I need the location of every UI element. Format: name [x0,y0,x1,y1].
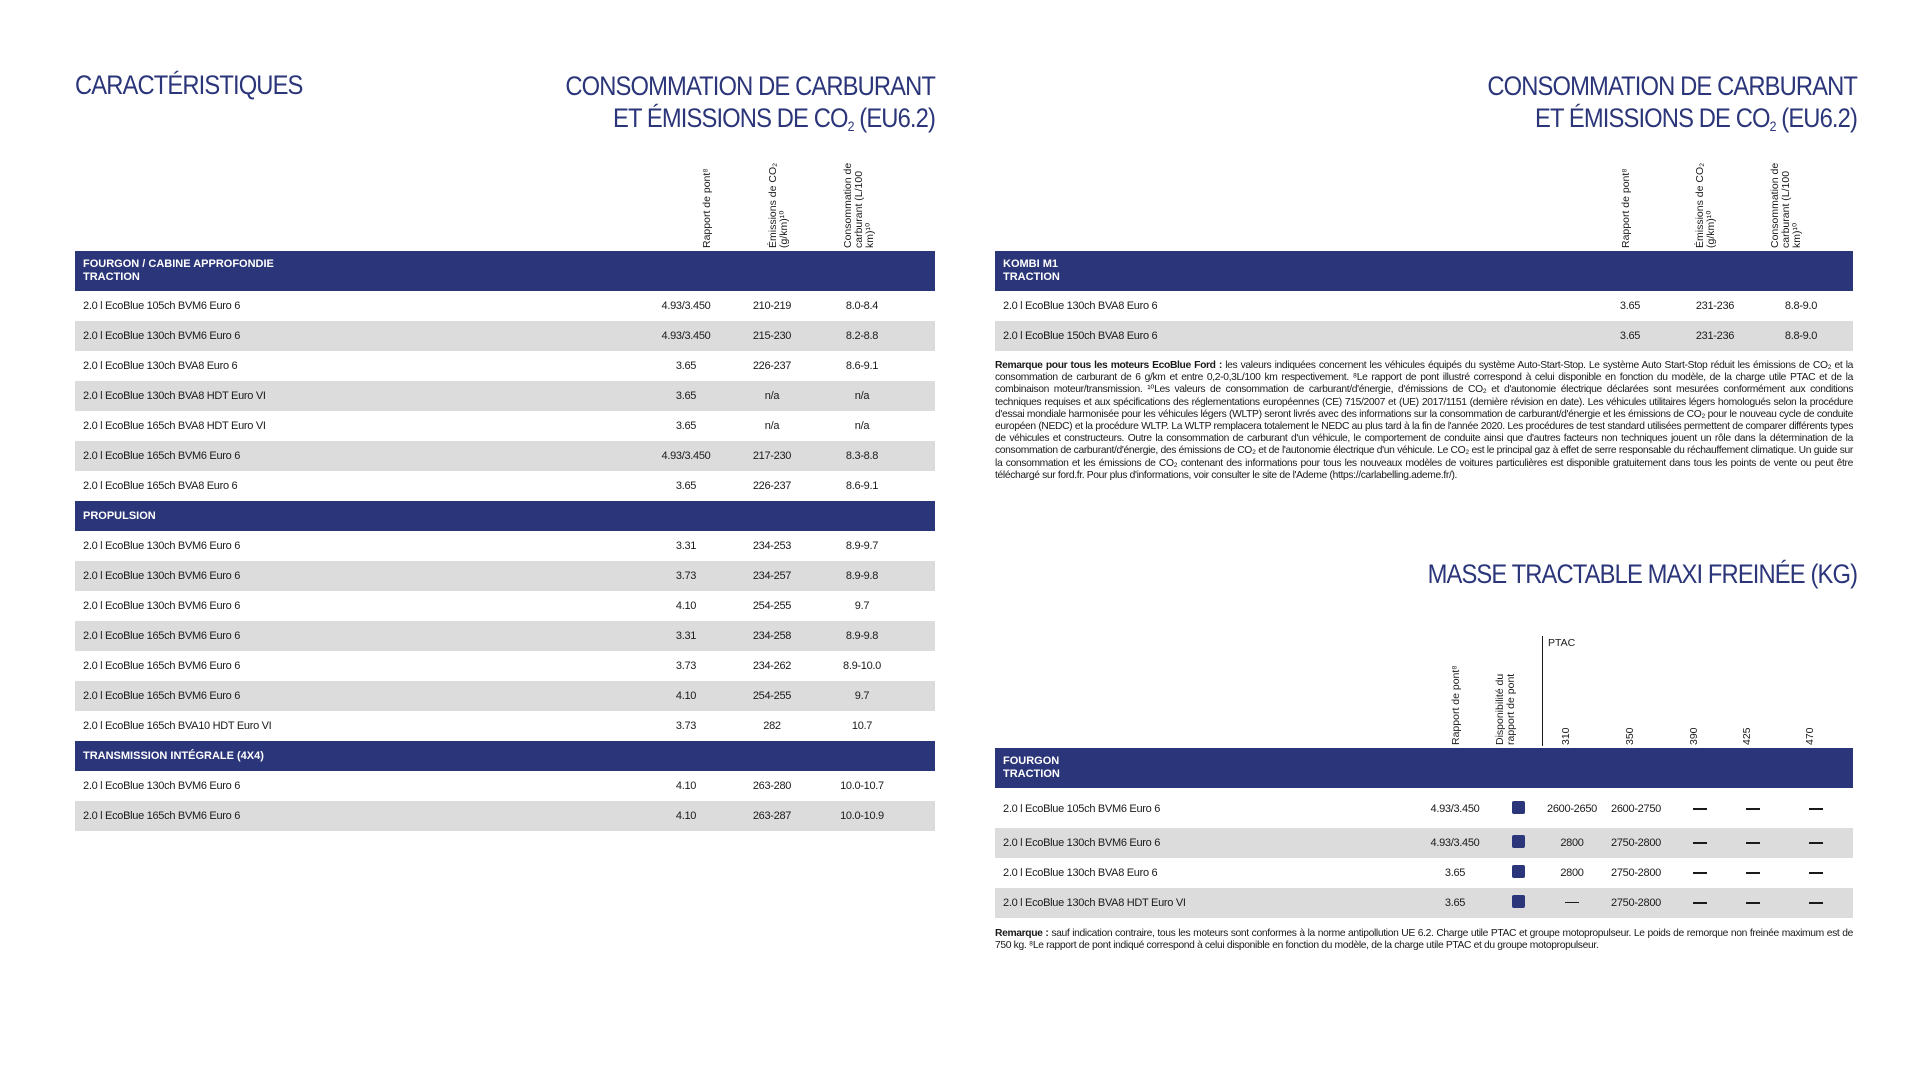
engine-model: 2.0 l EcoBlue 165ch BVM6 Euro 6 [83,450,241,462]
cell-w470 [1771,897,1861,909]
cell-co2: 234-257 [752,570,792,582]
cell-conso: 8.3-8.8 [845,450,879,462]
dash-icon [1809,842,1823,844]
dash-icon [1809,902,1823,904]
table-row [75,351,935,381]
engine-model: 2.0 l EcoBlue 130ch BVM6 Euro 6 [83,540,241,552]
group-header-line1: FOURGON [1003,755,1060,767]
group-header-line1: KOMBI M1 [1003,258,1058,270]
page-title: CARACTÉRISTIQUES [75,70,303,100]
cell-w350: 2750-2800 [1611,837,1661,849]
cell-w310: 2800 [1560,866,1584,879]
cell-co2: 231-236 [1695,300,1735,312]
table-row [75,621,935,651]
engine-model: 2.0 l EcoBlue 130ch BVM6 Euro 6 [83,570,241,582]
engine-model: 2.0 l EcoBlue 165ch BVA8 Euro 6 [83,480,238,492]
group-header [75,251,935,291]
available-square-icon [1512,865,1525,878]
dash-icon [1693,902,1707,904]
cell-conso: 8.9-9.8 [845,570,879,582]
table-row [995,321,1853,351]
table-row [995,790,1853,828]
table-row [75,561,935,591]
weight-col-310: 310 [1560,727,1572,745]
cell-conso: 9.7 [854,600,870,612]
engine-model: 2.0 l EcoBlue 165ch BVM6 Euro 6 [83,810,241,822]
cell-co2: 226-237 [752,360,792,372]
towing-col-availability: Disponibilité du rapport de pont [1494,673,1517,745]
cell-conso: 10.7 [851,720,873,732]
ecoblue-note: Remarque pour tous les moteurs EcoBlue Ford : les valeurs indiquées concernent les véhicules équipés du système Auto-Start-Stop. Le système Auto Start-Stop réduit les émissions de CO₂ et la consommation de carburant de 6 g/km et entre 0,2-0,3L/100 km respectivement. ⁸Le rapport de pont illustré correspond à celui disponible en fonction du modèle, de la charge utile PTAC et de la combinaison moteur/transmission. ¹⁰Les valeurs de consommation de carburant/d'énergie, d'émissions de CO₂ et d'autonomie électrique déclarées sont mesurées conformément aux conditions techniques requises et aux spécifications des réglementations européennes (CE) 715/2007 et (UE) 2017/1151 (dernière révision en date). Les véhicules utilitaires légers homologués selon la procédure d'essai mondiale harmonisée pour les véhicules légers (WLTP) seront livrés avec des informations sur la consommation de carburant/d'énergie et les émissions de CO₂ pour le nouveau cycle de conduite européen (NEDC) et la procédure WLTP. La WLTP remplacera totalement le NEDC au plus tard à la fin de l'année 2020. Les procédures de test standard utilisées permettent de comparer différents types de véhicules et constructeurs. Outre la consommation de carburant d'un véhicule, le comportement de conduite ainsi que d'autres facteurs non techniques jouent un rôle dans la détermination de la consommation de carburant/d'énergie, des émissions de CO₂ et de l'autonomie électrique d'un véhicule. Le CO₂ est le principal gaz à effet de serre responsable du réchauffement climatique. Un guide sur la consommation et les émissions de CO₂ contenant des informations pour tous les nouveaux modèles de voitures particulières est disponible gratuitement dans tous les points de vente ou peut être téléchargé sur ford.fr. Pour plus d'informations, voir consulter le site de l'Ademe (https://carlabelling.ademe.fr/). [995,360,1854,481]
engine-model: 2.0 l EcoBlue 150ch BVA8 Euro 6 [1003,330,1158,342]
weight-col-425: 425 [1741,727,1753,745]
towing-note: Remarque : sauf indication contraire, tous les moteurs sont conformes à la norme antipollution UE 6.2. Charge utile PTAC et groupe motopropulseur. Le poids de remorque non freinée maximum est de 750 kg. ⁸Le rapport de pont indiqué correspond à celui disponible en fonction du modèle, de la charge utile PTAC et du groupe motopropulseur. [995,928,1853,952]
table-row [75,321,935,351]
cell-ratio: 3.65 [1444,867,1466,879]
group-header-line2: TRACTION [1003,768,1060,780]
cell-conso: n/a [854,390,870,402]
cell-co2: 231-236 [1695,330,1735,342]
cell-conso: 8.9-9.7 [845,540,879,552]
dash-icon [1693,842,1707,844]
cell-conso: 9.7 [854,690,870,702]
group-header-line1: TRANSMISSION INTÉGRALE (4X4) [83,749,264,762]
cell-conso: 8.6-9.1 [845,360,879,372]
dash-icon [1693,808,1707,810]
cell-w470 [1771,803,1861,815]
dash-icon [1565,902,1579,904]
towing-title: MASSE TRACTABLE MAXI FREINÉE (KG) [1427,559,1857,589]
available-square-icon [1512,801,1525,814]
cell-ratio: 3.73 [675,570,697,582]
table-row [75,771,935,801]
table-row [995,828,1853,858]
cell-ratio: 3.31 [675,540,697,552]
engine-model: 2.0 l EcoBlue 130ch BVM6 Euro 6 [83,600,241,612]
engine-model: 2.0 l EcoBlue 130ch BVA8 HDT Euro VI [1003,897,1186,909]
cell-conso: 8.8-9.0 [1784,330,1818,342]
cell-ratio: 4.10 [675,810,697,822]
cell-co2: 210-219 [752,300,792,312]
weight-col-350: 350 [1624,727,1636,745]
cell-conso: 10.0-10.9 [840,810,884,822]
engine-model: 2.0 l EcoBlue 165ch BVM6 Euro 6 [83,690,241,702]
cell-w310 [1547,897,1597,910]
cell-conso: n/a [854,420,870,432]
cell-conso: 8.0-8.4 [845,300,879,312]
group-header [75,501,935,531]
table-row [75,681,935,711]
table-row [75,651,935,681]
right-col-header-ratio: Rapport de pont⁸ [1620,168,1632,248]
group-header [995,748,1853,788]
cell-co2: 234-258 [752,630,792,642]
table-row [75,411,935,441]
table-row [995,291,1853,321]
engine-model: 2.0 l EcoBlue 165ch BVM6 Euro 6 [83,630,241,642]
cell-ratio: 3.65 [675,480,697,492]
group-header-line2: TRACTION [1003,271,1060,283]
weight-col-470: 470 [1804,727,1816,745]
cell-co2: n/a [764,420,780,432]
cell-w310: 2600-2650 [1547,802,1597,815]
available-square-icon [1512,895,1525,908]
cell-w350: 2600-2750 [1611,803,1661,815]
group-header-line1: FOURGON / CABINE APPROFONDIE [83,258,274,270]
engine-model: 2.0 l EcoBlue 105ch BVM6 Euro 6 [83,300,241,312]
ptac-label: PTAC [1548,637,1576,649]
cell-ratio: 3.65 [1619,300,1641,312]
cell-conso: 8.8-9.0 [1784,300,1818,312]
cell-co2: 215-230 [752,330,792,342]
dash-icon [1809,872,1823,874]
cell-ratio: 4.93/3.450 [661,300,711,312]
cell-ratio: 4.10 [675,780,697,792]
col-header-conso: Consommation de carburant (L/100 km)¹⁰ [842,162,876,248]
engine-model: 2.0 l EcoBlue 130ch BVM6 Euro 6 [1003,837,1161,849]
cell-ratio: 4.93/3.450 [1430,803,1480,815]
cell-ratio: 4.93/3.450 [1430,837,1480,849]
engine-model: 2.0 l EcoBlue 130ch BVA8 Euro 6 [83,360,238,372]
col-header-ratio: Rapport de pont⁸ [701,168,713,248]
cell-co2: 217-230 [752,450,792,462]
dash-icon [1746,872,1760,874]
cell-co2: 234-262 [752,660,792,672]
cell-co2: n/a [764,390,780,402]
cell-co2: 263-287 [752,810,792,822]
cell-ratio: 4.10 [675,690,697,702]
right-col-header-conso: Consommation de carburant (L/100 km)¹⁰ [1769,162,1803,248]
dash-icon [1746,842,1760,844]
engine-model: 2.0 l EcoBlue 130ch BVA8 HDT Euro VI [83,390,266,402]
cell-conso: 8.9-10.0 [843,660,881,672]
cell-w350: 2750-2800 [1611,867,1661,879]
cell-co2: 254-255 [752,600,792,612]
group-header-line2: TRACTION [83,271,140,283]
table-row [75,471,935,501]
cell-co2: 282 [763,720,781,732]
cell-co2: 263-280 [752,780,792,792]
group-header [75,741,935,771]
group-header-line1: PROPULSION [83,509,156,522]
cell-w350: 2750-2800 [1611,897,1661,909]
cell-conso: 8.2-8.8 [845,330,879,342]
dash-icon [1809,808,1823,810]
cell-ratio: 3.73 [675,720,697,732]
dash-icon [1746,808,1760,810]
engine-model: 2.0 l EcoBlue 130ch BVA8 Euro 6 [1003,867,1158,879]
cell-ratio: 3.65 [675,390,697,402]
engine-model: 2.0 l EcoBlue 165ch BVM6 Euro 6 [83,660,241,672]
table-row [75,441,935,471]
cell-ratio: 4.93/3.450 [661,450,711,462]
table-row [75,591,935,621]
engine-model: 2.0 l EcoBlue 165ch BVA8 HDT Euro VI [83,420,266,432]
table-row [75,291,935,321]
table-row [995,858,1853,888]
engine-model: 2.0 l EcoBlue 130ch BVA8 Euro 6 [1003,300,1158,312]
cell-ratio: 3.65 [1444,897,1466,909]
cell-w310: 2800 [1560,836,1584,849]
cell-co2: 254-255 [752,690,792,702]
right-section-title: CONSOMMATION DE CARBURANT ET ÉMISSIONS DE $CO_2$ (EU6.2) [1487,71,1857,134]
cell-conso: 8.6-9.1 [845,480,879,492]
available-square-icon [1512,835,1525,848]
cell-co2: 234-253 [752,540,792,552]
cell-ratio: 3.65 [675,360,697,372]
table-row [75,711,935,741]
table-row [75,381,935,411]
cell-w470 [1771,867,1861,879]
cell-ratio: 3.65 [1619,330,1641,342]
cell-ratio: 4.93/3.450 [661,330,711,342]
cell-conso: 8.9-9.8 [845,630,879,642]
engine-model: 2.0 l EcoBlue 165ch BVA10 HDT Euro VI [83,720,272,732]
cell-ratio: 3.73 [675,660,697,672]
dash-icon [1693,872,1707,874]
engine-model: 2.0 l EcoBlue 105ch BVM6 Euro 6 [1003,803,1161,815]
table-row [995,888,1853,918]
ptac-divider [1542,636,1543,746]
cell-ratio: 3.31 [675,630,697,642]
cell-ratio: 4.10 [675,600,697,612]
cell-w470 [1771,837,1861,849]
towing-col-ratio: Rapport de pont⁸ [1450,665,1462,745]
group-header [995,251,1853,291]
weight-col-390: 390 [1688,727,1700,745]
cell-co2: 226-237 [752,480,792,492]
col-header-co2: Émissions de CO₂ (g/km)¹⁰ [767,162,790,248]
cell-ratio: 3.65 [675,420,697,432]
engine-model: 2.0 l EcoBlue 130ch BVM6 Euro 6 [83,780,241,792]
table-row [75,531,935,561]
cell-conso: 10.0-10.7 [840,780,884,792]
left-section-title: CONSOMMATION DE CARBURANT ET ÉMISSIONS DE $CO_2$ (EU6.2) [565,71,935,134]
right-col-header-co2: Émissions de CO₂ (g/km)¹⁰ [1694,162,1717,248]
table-row [75,801,935,831]
dash-icon [1746,902,1760,904]
engine-model: 2.0 l EcoBlue 130ch BVM6 Euro 6 [83,330,241,342]
